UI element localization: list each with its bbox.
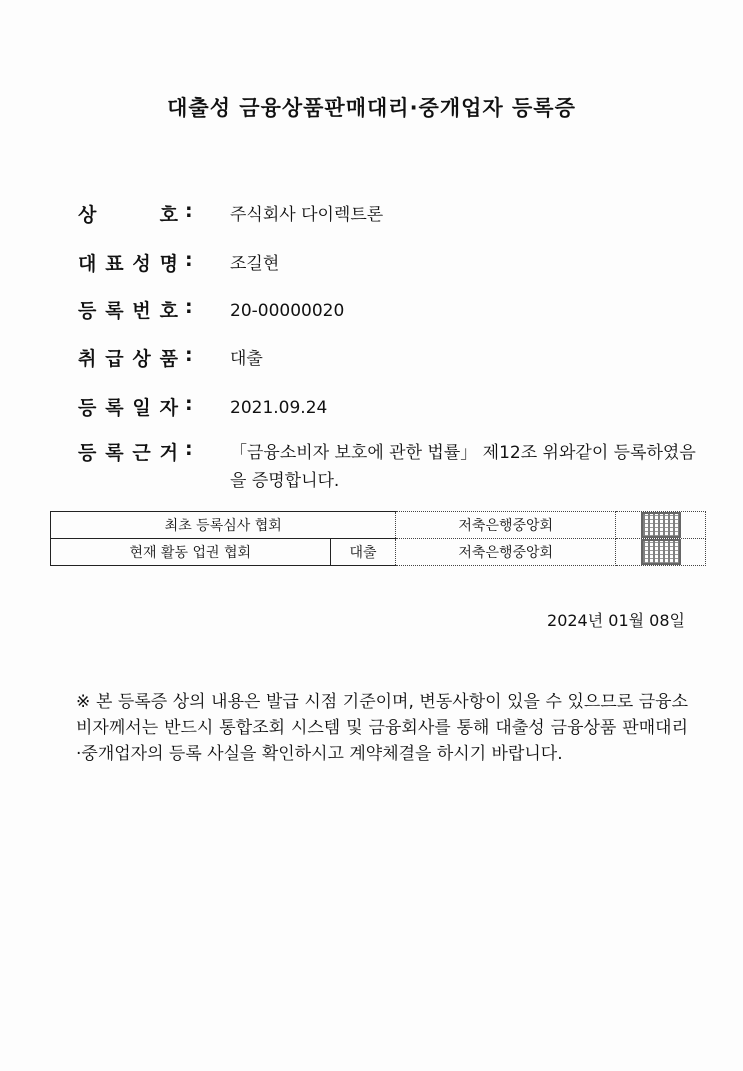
label-char: 대 xyxy=(78,253,97,275)
label-char: 표 xyxy=(105,253,124,275)
table-cell-association: 저축은행중앙회 xyxy=(396,512,616,539)
field-value: 20-00000020 xyxy=(230,301,345,321)
field-label xyxy=(78,249,178,276)
field-value: 「금융소비자 보호에 관한 법률」 제12조 위와같이 등록하였음을 증명합니다. xyxy=(230,443,696,491)
field-colon: : xyxy=(185,438,193,460)
label-char: 거 xyxy=(159,442,178,464)
label-char: 등 xyxy=(78,442,97,464)
official-seal-stamp xyxy=(641,539,681,565)
issue-date: 2024년 01월 08일 xyxy=(547,611,685,630)
table-cell-sector: 대출 xyxy=(330,539,396,566)
notice-text: ※ 본 등록증 상의 내용은 발급 시점 기준이며, 변동사항이 있을 수 있으므로 금융소비자께서는 반드시 통합조회 시스템 및 금융회사를 통해 대출성 금융상품 판매대리·중개업자의 등록 사실을 확인하시고 계약체결을 하시기 바랍니다. xyxy=(76,692,688,764)
association-table xyxy=(50,511,706,565)
label-char: 자 xyxy=(159,397,178,419)
field-label xyxy=(78,296,178,323)
table-row xyxy=(51,539,706,566)
table-cell-seal xyxy=(616,512,706,539)
field-colon: : xyxy=(185,249,193,271)
field-value: 조길현 xyxy=(230,254,280,274)
label-char: 상 xyxy=(132,348,151,370)
document-title: 대출성 금융상품판매대리·중개업자 등록증 xyxy=(167,96,576,120)
field-label xyxy=(78,438,178,465)
field-colon: : xyxy=(185,344,193,366)
label-char: 호 xyxy=(159,300,178,322)
label-char: 근 xyxy=(132,442,151,464)
label-char: 번 xyxy=(132,300,151,322)
label-char: 록 xyxy=(105,300,124,322)
field-colon: : xyxy=(185,393,193,415)
table-cell-label: 최초 등록심사 협회 xyxy=(51,512,396,539)
label-char: 명 xyxy=(159,253,178,275)
label-char: 등 xyxy=(78,397,97,419)
label-char: 품 xyxy=(159,348,178,370)
label-char: 호 xyxy=(159,204,178,226)
label-char: 취 xyxy=(78,348,97,370)
table-cell-label: 현재 활동 업권 협회 xyxy=(51,539,331,566)
field-label xyxy=(78,200,178,227)
official-seal-stamp xyxy=(641,512,681,538)
label-char: 록 xyxy=(105,397,124,419)
field-colon: : xyxy=(185,296,193,318)
field-label xyxy=(78,344,178,371)
field-value: 2021.09.24 xyxy=(230,398,328,418)
table-row xyxy=(51,512,706,539)
field-label xyxy=(78,393,178,420)
label-char: 성 xyxy=(132,253,151,275)
field-value: 주식회사 다이렉트론 xyxy=(230,205,384,225)
label-char: 록 xyxy=(105,442,124,464)
label-char: 등 xyxy=(78,300,97,322)
field-value: 대출 xyxy=(230,349,263,369)
label-char: 상 xyxy=(78,204,97,226)
field-colon: : xyxy=(185,200,193,222)
table-cell-association: 저축은행중앙회 xyxy=(396,539,616,566)
label-char: 일 xyxy=(132,397,151,419)
table-cell-seal xyxy=(616,539,706,566)
label-char: 급 xyxy=(105,348,124,370)
